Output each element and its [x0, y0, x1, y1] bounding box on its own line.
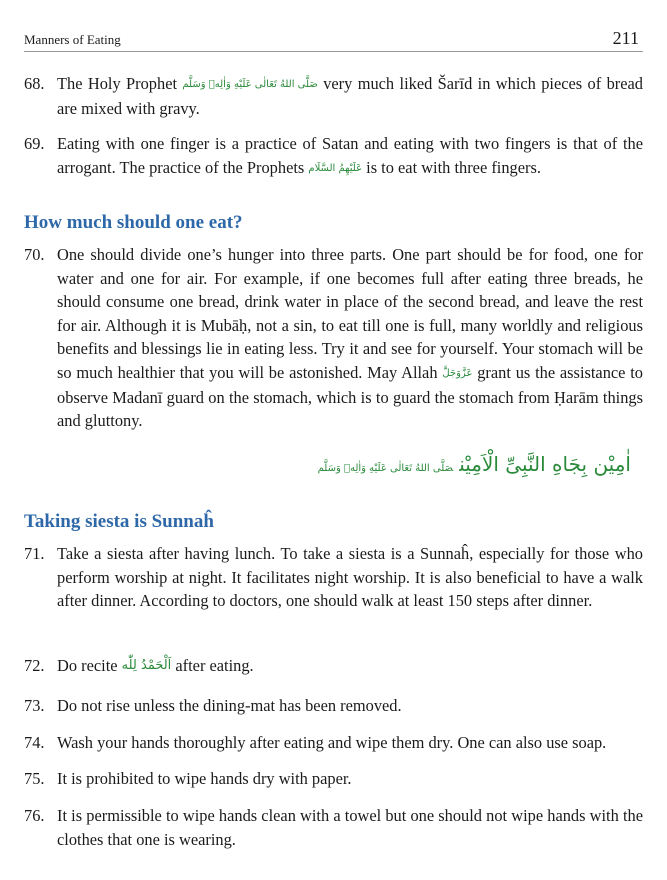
dua-salutation: صَلَّی اللهُ تَعَالٰی عَلَیْهِ وَاٰلِهٖ وَسَلَّم	[317, 463, 454, 474]
section-heading-siesta: Taking siesta is Sunnaĥ	[24, 511, 214, 532]
item-number: 74.	[24, 733, 45, 752]
list-item-72	[24, 654, 643, 678]
list-item-74	[24, 731, 643, 755]
item-text: Eating with one finger is a practice of Satan and eating with two fingers is that of the arrogant. The practice of the Prophets عَلَیْهِمُ السَّلَام is to eat with three fingers.	[57, 132, 643, 180]
list-item-71	[24, 542, 643, 613]
list-item-75	[24, 767, 643, 791]
item-text: Do not rise unless the dining-mat has been removed.	[57, 696, 402, 715]
item-number: 73.	[24, 696, 45, 715]
item-number: 72.	[24, 656, 45, 675]
list-item-76	[24, 804, 643, 851]
item-number: 75.	[24, 769, 45, 788]
arabic-salutation: عَلَیْهِمُ السَّلَام	[308, 162, 363, 174]
list-item-73	[24, 694, 643, 718]
list-item-68	[24, 72, 643, 120]
item-text: It is prohibited to wipe hands dry with paper.	[57, 769, 352, 788]
item-text: One should divide one’s hunger into three parts. One part should be for food, one for water and one for air. For example, if one becomes full after eating three breads, he should consume one bread, drink water in place of the second bread, and leave the rest for air. Although it is Mubāḥ, not a sin, to eat till one is full, many worldly and religious benefits and blessings lie in eating less. Try it and see for yourself. Your stomach will be so much healthier that you will be astonished. May Allah عَزَّوَجَلَّ grant us the assistance to observe Madanī guard on the stomach, which is to guard the stomach from Ḥarām things and gluttony.	[57, 245, 643, 431]
item-number: 68.	[24, 74, 45, 93]
item-number: 76.	[24, 806, 45, 825]
running-title: Manners of Eating	[24, 32, 121, 47]
list-item-70	[24, 243, 643, 433]
arabic-salutation: صَلَّی اللهُ تَعَالٰی عَلَیْهِ وَاٰلِهٖ وَسَلَّم	[182, 79, 318, 90]
arabic-hamd: اَلْحَمْدُ لِلّٰه	[121, 658, 172, 673]
page-header	[24, 22, 643, 52]
item-number: 69.	[24, 134, 45, 153]
dua-text: اٰمِیْن بِجَاهِ النَّبِیِّ الْاَمِیْن	[459, 452, 631, 476]
item-text: Do recite اَلْحَمْدُ لِلّٰه after eating.	[57, 654, 643, 678]
page-number: 211	[612, 28, 639, 48]
item-text: Wash your hands thoroughly after eating and wipe them dry. One can also use soap.	[57, 733, 607, 752]
item-text: Take a siesta after having lunch. To take a siesta is a Sunnaĥ, especially for those who perform worship at night. It facilitates night worship. It is also beneficial to have a walk after dinner. According to doctors, one should walk at least 150 steps after dinner.	[57, 544, 643, 611]
list-item-69	[24, 132, 643, 180]
section-heading-how-much: How much should one eat?	[24, 212, 243, 233]
item-number: 71.	[24, 544, 45, 563]
item-text: The Holy Prophet صَلَّی اللهُ تَعَالٰی عَلَیْهِ وَاٰلِهٖ وَسَلَّم very much liked Šarīd in which pieces of bread are mixed with gravy.	[57, 74, 643, 118]
item-number: 70.	[24, 245, 45, 264]
dua-line	[318, 452, 631, 476]
arabic-exaltation: عَزَّوَجَلَّ	[442, 367, 473, 379]
item-text: It is permissible to wipe hands clean with a towel but one should not wipe hands with the clothes that one is wearing.	[57, 806, 643, 849]
